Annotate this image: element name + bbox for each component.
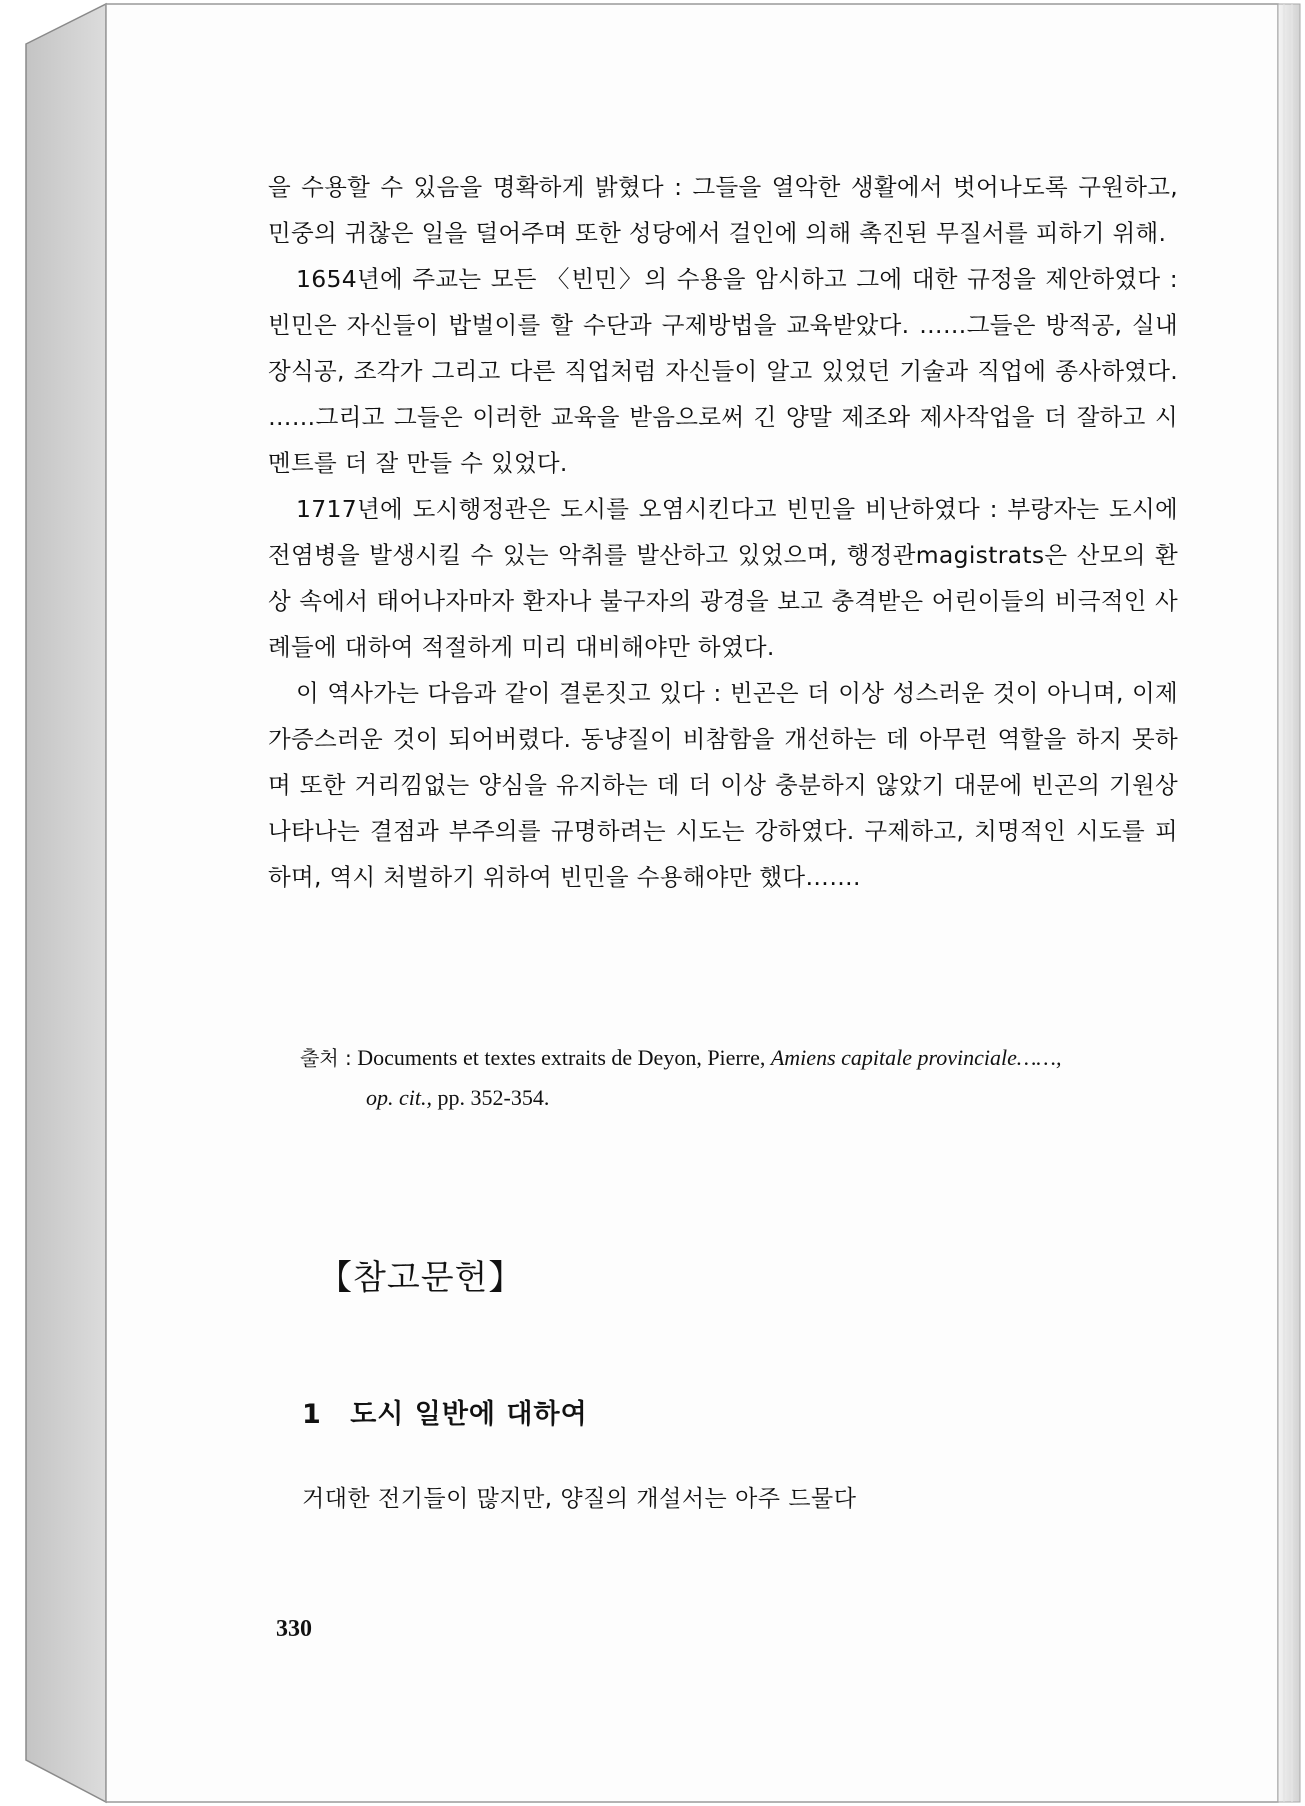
paragraph-2: 1654년에 주교는 모든 〈빈민〉의 수용을 암시하고 그에 대한 규정을 제안하였다 : 빈민은 자신들이 밥벌이를 할 수단과 구제방법을 교육받았다. ……그들은 방적공, 실내 장식공, 조각가 그리고 다른 직업처럼 자신들이 알고 있었던 기술과 직업에 종사하였다. ……그리고 그들은 이러한 교육을 받음으로써 긴 양말 제조와 제사작업을 더 잘하고 시멘트를 더 잘 만들 수 있었다. [268,265,1178,477]
paragraph-1: 을 수용할 수 있음을 명확하게 밝혔다 : 그들을 열악한 생활에서 벗어나도록 구원하고, 민중의 귀찮은 일을 덜어주며 또한 성당에서 걸인에 의해 촉진된 무질서를 피하기 위해. [268,173,1178,247]
source-pages: pp. 352-354. [437,1085,550,1110]
paragraph-3: 1717년에 도시행정관은 도시를 오염시킨다고 빈민을 비난하였다 : 부랑자는 도시에 전염병을 발생시킬 수 있는 악취를 발산하고 있었으며, 행정관magistrats은 산모의 환상 속에서 태어나자마자 환자나 불구자의 광경을 보고 충격받은 어린이들의 비극적인 사례들에 대하여 적절하게 미리 대비해야만 하였다. [268,495,1178,661]
section-heading [302,1392,588,1431]
source-op-cit: op. cit., [366,1085,432,1110]
source-book-title: Amiens capitale provinciale……, [770,1045,1062,1070]
page-number: 330 [276,1616,312,1642]
section-subtitle: 거대한 전기들이 많지만, 양질의 개설서는 아주 드물다 [302,1486,857,1512]
source-label: 출처 : [300,1046,352,1070]
paragraph-4: 이 역사가는 다음과 같이 결론짓고 있다 : 빈곤은 더 이상 성스러운 것이 아니며, 이제 가증스러운 것이 되어버렸다. 동냥질이 비참함을 개선하는 데 아무런 역할을 하지 못하며 또한 거리낌없는 양심을 유지하는 데 더 이상 충분하지 않았기 대문에 빈곤의 기원상 나타나는 결점과 부주의를 규명하려는 시도는 강하였다. 구제하고, 치명적인 시도를 피하며, 역시 처벌하기 위하여 빈민을 수용해야만 했다……. [268,679,1178,891]
body-text [268,164,1178,900]
source-line-2 [300,1078,1180,1118]
section-number: 1 [302,1399,322,1430]
source-citation [300,1038,1180,1118]
references-heading: 【참고문헌】 [318,1258,524,1298]
source-text: Documents et textes extraits de Deyon, Pierre, [357,1045,766,1070]
source-line-1 [300,1038,1180,1078]
section-title: 도시 일반에 대하여 [350,1399,588,1430]
